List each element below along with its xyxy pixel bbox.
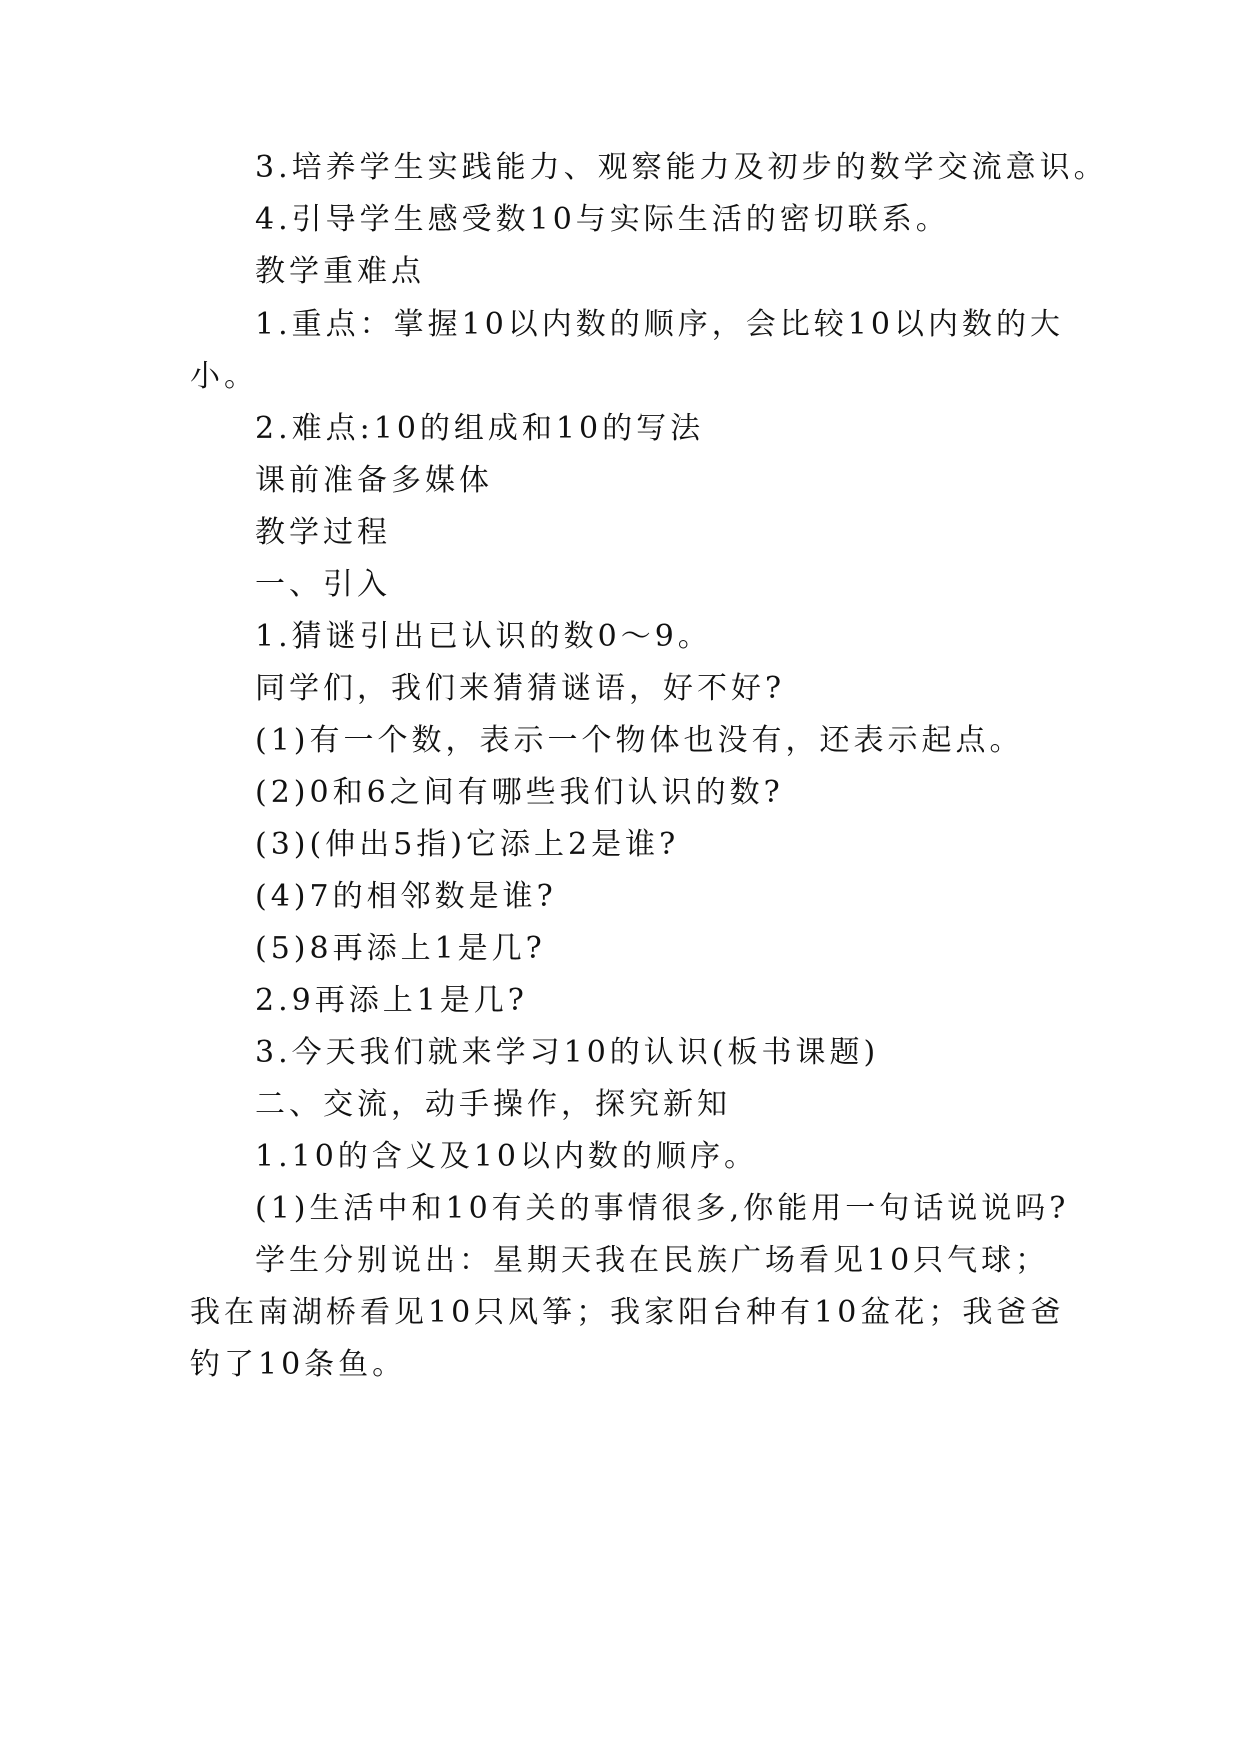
exploration-question: (1)生活中和10有关的事情很多,你能用一句话说说吗? bbox=[255, 1191, 1070, 1226]
riddle-3: (3)(伸出5指)它添上2是谁? bbox=[255, 827, 680, 862]
section-introduction: 一、引入 bbox=[255, 567, 391, 602]
objective-4: 4.引导学生感受数10与实际生活的密切联系。 bbox=[255, 202, 950, 237]
preparation-line: 课前准备多媒体 bbox=[255, 463, 493, 498]
section-exploration: 二、交流，动手操作，探究新知 bbox=[255, 1087, 731, 1122]
student-answers-continued: 我在南湖桥看见10只风筝；我家阳台种有10盆花；我爸爸 bbox=[190, 1295, 1065, 1330]
intro-step-3: 3.今天我们就来学习10的认识(板书课题) bbox=[255, 1035, 880, 1070]
intro-prompt: 同学们，我们来猜猜谜语，好不好? bbox=[255, 671, 786, 706]
intro-step-1: 1.猜谜引出已认识的数0～9。 bbox=[255, 619, 712, 654]
riddle-4: (4)7的相邻数是谁? bbox=[255, 879, 557, 914]
heading-key-points: 教学重难点 bbox=[255, 254, 425, 289]
riddle-2: (2)0和6之间有哪些我们认识的数? bbox=[255, 775, 784, 810]
intro-step-2: 2.9再添上1是几? bbox=[255, 983, 528, 1018]
key-point-1: 1.重点：掌握10以内数的顺序，会比较10以内数的大 bbox=[255, 307, 1064, 342]
objective-3: 3.培养学生实践能力、观察能力及初步的数学交流意识。 bbox=[255, 150, 1108, 185]
key-point-1-continued: 小。 bbox=[190, 359, 258, 394]
difficulty-point: 2.难点:10的组成和10的写法 bbox=[255, 411, 705, 446]
riddle-5: (5)8再添上1是几? bbox=[255, 931, 546, 966]
exploration-step-1: 1.10的含义及10以内数的顺序。 bbox=[255, 1139, 758, 1174]
student-answers-end: 钓了10条鱼。 bbox=[190, 1347, 407, 1382]
student-answers: 学生分别说出：星期天我在民族广场看见10只气球； bbox=[255, 1243, 1050, 1278]
riddle-1: (1)有一个数，表示一个物体也没有，还表示起点。 bbox=[255, 723, 1024, 758]
heading-teaching-process: 教学过程 bbox=[255, 515, 391, 550]
